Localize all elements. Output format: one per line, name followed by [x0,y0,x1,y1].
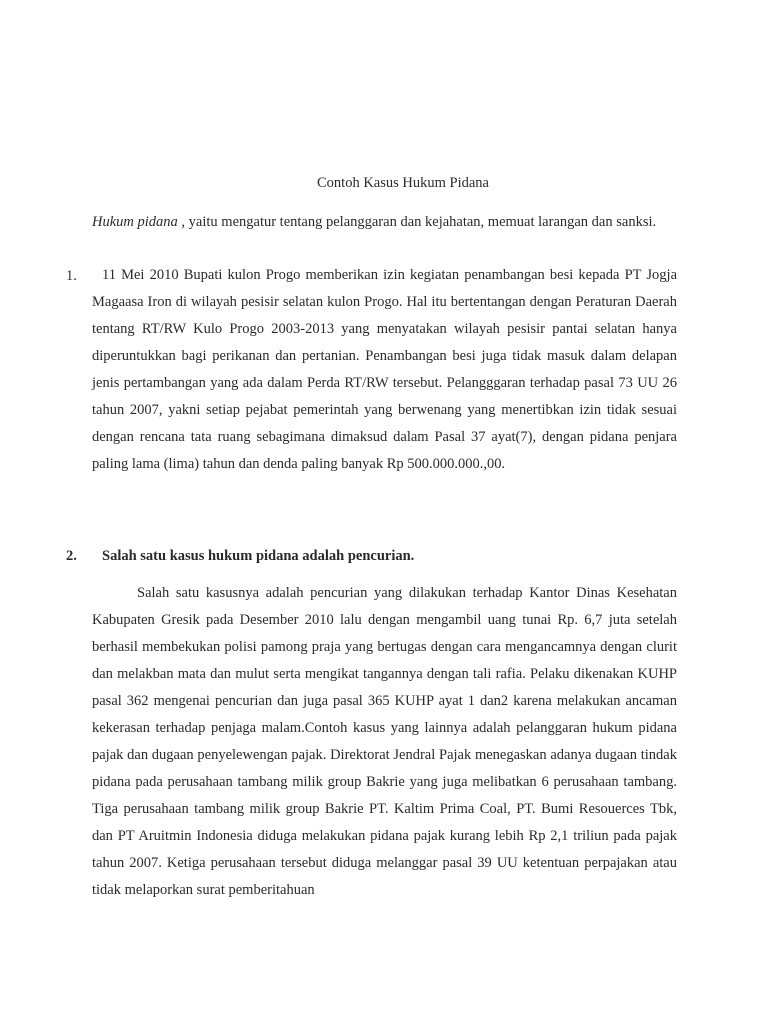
intro-line [92,212,692,232]
intro-text: , yaitu mengatur tentang pelanggaran dan kejahatan, memuat larangan dan sanksi. [177,214,657,230]
item-2-heading: Salah satu kasus hukum pidana adalah pencurian. [102,548,415,564]
item-2-paragraph: Salah satu kasusnya adalah pencurian yang dilakukan terhadap Kantor Dinas Kesehatan Kabupaten Gresik pada Desember 2010 lalu dengan mengambil uang tunai Rp. 6,7 juta setelah berhasil membekukan polisi pamong praja yang bertugas dengan cara mengancamnya dengan clurit dan melakban mata dan mulut serta mengikat tangannya dengan tali rafia. Pelaku dikenakan KUHP pasal 362 mengenai pencurian dan juga pasal 365 KUHP ayat 1 dan2 karena melakukan ancaman kekerasan terhadap penjaga malam.Contoh kasus yang lainnya adalah pelanggaran hukum pidana pajak dan dugaan penyelewengan pajak. Direktorat Jendral Pajak menegaskan adanya dugaan tindak pidana pada perusahaan tambang milik group Bakrie yang juga melibatkan 6 perusahaan tambang. Tiga perusahaan tambang milik group Bakrie PT. Kaltim Prima Coal, PT. Bumi Resouerces Tbk, dan PT Aruitmin Indonesia diduga melakukan pidana pajak kurang lebih Rp 2,1 triliun pada pajak tahun 2007. Ketiga perusahaan tersebut diduga melanggar pasal 39 UU ketentuan perpajakan atau tidak melaporkan surat pemberitahuan [92,585,677,898]
document-title: Contoh Kasus Hukum Pidana [317,175,489,191]
item-1-number: 1. [66,268,77,284]
item-2-number: 2. [66,548,77,564]
intro-term: Hukum pidana [92,214,178,230]
item-1-paragraph: 11 Mei 2010 Bupati kulon Progo memberikan izin kegiatan penambangan besi kepada PT Jogja Magaasa Iron di wilayah pesisir selatan kulon Progo. Hal itu bertentangan dengan Peraturan Daerah tentang RT/RW Kulo Progo 2003-2013 yang menyatakan wilayah pesisir pantai selatan hanya diperuntukkan bagi perikanan dan pertanian. Penambangan besi juga tidak masuk dalam delapan jenis pertambangan yang ada dalam Perda RT/RW tersebut. Pelangggaran terhadap pasal 73 UU 26 tahun 2007, yakni setiap pejabat pemerintah yang berwenang yang menertibkan izin tidak sesuai dengan rencana tata ruang sebagimana dimaksud dalam Pasal 37 ayat(7), dengan pidana penjara paling lama (lima) tahun dan denda paling banyak Rp 500.000.000.,00. [92,267,677,472]
